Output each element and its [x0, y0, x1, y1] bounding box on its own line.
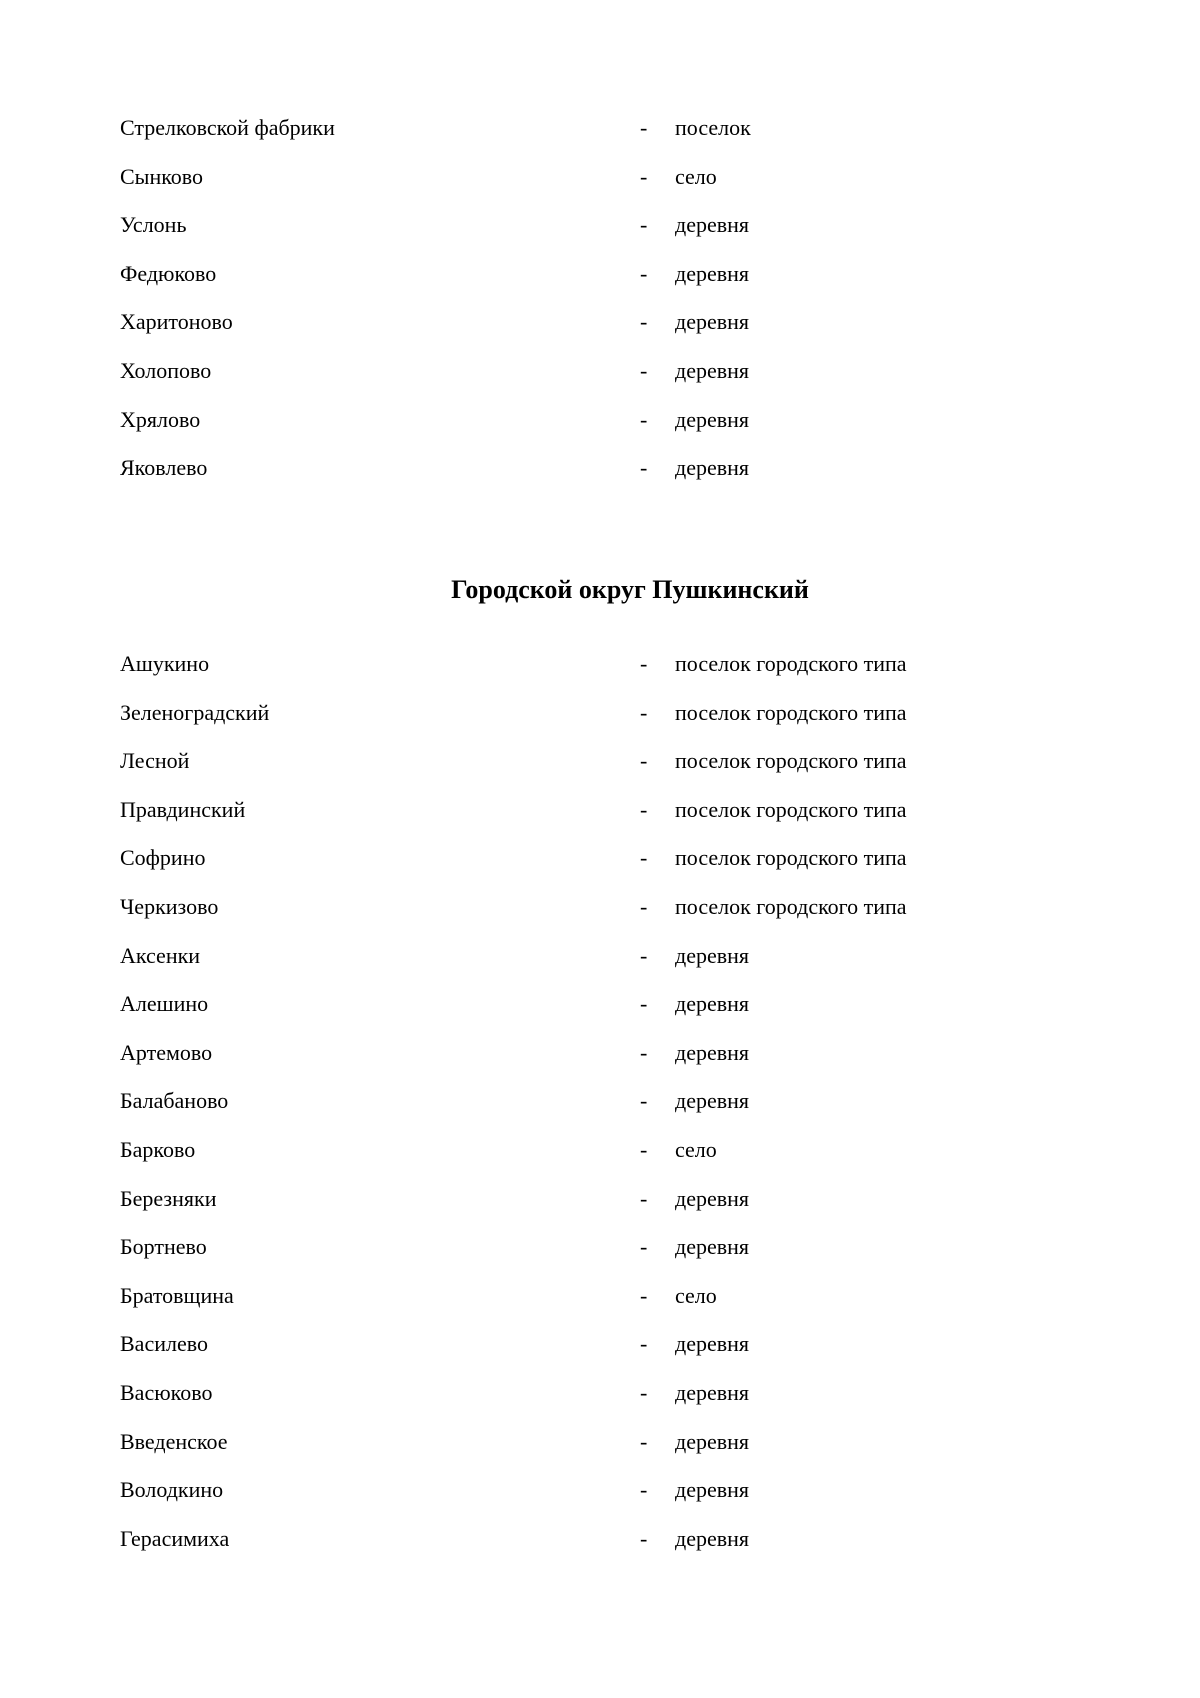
settlement-type: деревня [675, 1185, 750, 1211]
settlement-type: деревня [675, 1088, 750, 1114]
dash-separator: - [640, 845, 648, 871]
dash-separator: - [640, 1234, 648, 1260]
dash-separator: - [640, 748, 648, 774]
settlement-type: поселок городского типа [675, 893, 907, 919]
settlement-name: Хрялово [120, 406, 201, 432]
settlement-name: Березняки [120, 1185, 217, 1211]
list-item [120, 1081, 1020, 1130]
settlement-list-continued [120, 108, 1020, 497]
settlement-name: Балабаново [120, 1088, 229, 1114]
settlement-name: Аксенки [120, 942, 201, 968]
list-item [120, 1470, 1020, 1519]
settlement-name: Ашукино [120, 651, 210, 676]
dash-separator: - [640, 651, 648, 676]
settlement-name: Софрино [120, 845, 206, 871]
settlement-name: Василево [120, 1331, 208, 1357]
dash-separator: - [640, 455, 648, 481]
dash-separator: - [640, 309, 648, 335]
list-item [120, 1033, 1020, 1082]
settlement-type: поселок городского типа [675, 845, 907, 871]
settlement-name: Братовщина [120, 1282, 234, 1308]
settlement-type: деревня [675, 1379, 750, 1405]
list-item [120, 205, 1020, 254]
settlement-name: Сынково [120, 163, 204, 189]
settlement-name: Барково [120, 1136, 196, 1162]
list-item [120, 1276, 1020, 1325]
dash-separator: - [640, 991, 648, 1017]
settlement-name: Васюково [120, 1379, 213, 1405]
settlement-type: село [675, 1136, 717, 1162]
list-item [120, 1519, 1020, 1568]
list-item [120, 448, 1020, 497]
list-item [120, 108, 1020, 157]
list-item [120, 936, 1020, 985]
dash-separator: - [640, 1039, 648, 1065]
settlement-name: Федюково [120, 260, 217, 286]
settlement-type: село [675, 163, 717, 189]
settlement-name: Зеленоградский [120, 699, 270, 725]
settlement-name: Услонь [120, 212, 187, 238]
list-item [120, 1373, 1020, 1422]
list-item [120, 741, 1020, 790]
list-item [120, 1227, 1020, 1276]
settlement-name: Лесной [120, 748, 190, 774]
dash-separator: - [640, 1088, 648, 1114]
settlement-name: Яковлево [120, 455, 208, 481]
list-item [120, 984, 1020, 1033]
dash-separator: - [640, 357, 648, 383]
settlement-type: деревня [675, 212, 750, 238]
dash-separator: - [640, 942, 648, 968]
dash-separator: - [640, 1185, 648, 1211]
settlement-name: Бортнево [120, 1234, 207, 1260]
dash-separator: - [640, 260, 648, 286]
list-item [120, 157, 1020, 206]
settlement-type: деревня [675, 260, 750, 286]
list-item [120, 1422, 1020, 1471]
settlement-type: поселок городского типа [675, 651, 907, 676]
settlement-type: деревня [675, 1428, 750, 1454]
dash-separator: - [640, 1525, 648, 1551]
settlement-name: Харитоново [120, 309, 233, 335]
dash-separator: - [640, 1331, 648, 1357]
dash-separator: - [640, 893, 648, 919]
settlement-type: село [675, 1282, 717, 1308]
dash-separator: - [640, 115, 648, 140]
dash-separator: - [640, 163, 648, 189]
list-item [120, 790, 1020, 839]
settlement-type: поселок городского типа [675, 699, 907, 725]
list-item [120, 1130, 1020, 1179]
settlement-type: деревня [675, 991, 750, 1017]
list-item [120, 644, 1020, 693]
settlement-type: деревня [675, 455, 750, 481]
list-item [120, 1179, 1020, 1228]
settlement-list-pushkinsky [120, 644, 1020, 1567]
dash-separator: - [640, 1379, 648, 1405]
settlement-type: деревня [675, 309, 750, 335]
dash-separator: - [640, 1477, 648, 1503]
settlement-type: деревня [675, 357, 750, 383]
list-item [120, 887, 1020, 936]
dash-separator: - [640, 406, 648, 432]
dash-separator: - [640, 699, 648, 725]
settlement-name: Алешино [120, 991, 209, 1017]
list-item [120, 302, 1020, 351]
list-item [120, 693, 1020, 742]
settlement-type: поселок городского типа [675, 796, 907, 822]
settlement-type: деревня [675, 1331, 750, 1357]
settlement-name: Артемово [120, 1039, 213, 1065]
list-item [120, 838, 1020, 887]
settlement-name: Правдинский [120, 796, 246, 822]
dash-separator: - [640, 1428, 648, 1454]
settlement-name: Введенское [120, 1428, 228, 1454]
settlement-name: Стрелковской фабрики [120, 115, 335, 140]
dash-separator: - [640, 796, 648, 822]
list-item [120, 400, 1020, 449]
list-item [120, 351, 1020, 400]
settlement-type: деревня [675, 1234, 750, 1260]
settlement-type: деревня [675, 1039, 750, 1065]
list-item [120, 1324, 1020, 1373]
settlement-type: поселок [675, 115, 751, 140]
settlement-type: поселок городского типа [675, 748, 907, 774]
settlement-name: Холопово [120, 357, 212, 383]
settlement-type: деревня [675, 1477, 750, 1503]
settlement-name: Черкизово [120, 893, 219, 919]
dash-separator: - [640, 212, 648, 238]
settlement-name: Володкино [120, 1477, 224, 1503]
settlement-type: деревня [675, 406, 750, 432]
settlement-name: Герасимиха [120, 1525, 230, 1551]
settlement-type: деревня [675, 1525, 750, 1551]
list-item [120, 254, 1020, 303]
section-heading: Городской округ Пушкинский [451, 575, 809, 604]
settlement-type: деревня [675, 942, 750, 968]
dash-separator: - [640, 1136, 648, 1162]
dash-separator: - [640, 1282, 648, 1308]
